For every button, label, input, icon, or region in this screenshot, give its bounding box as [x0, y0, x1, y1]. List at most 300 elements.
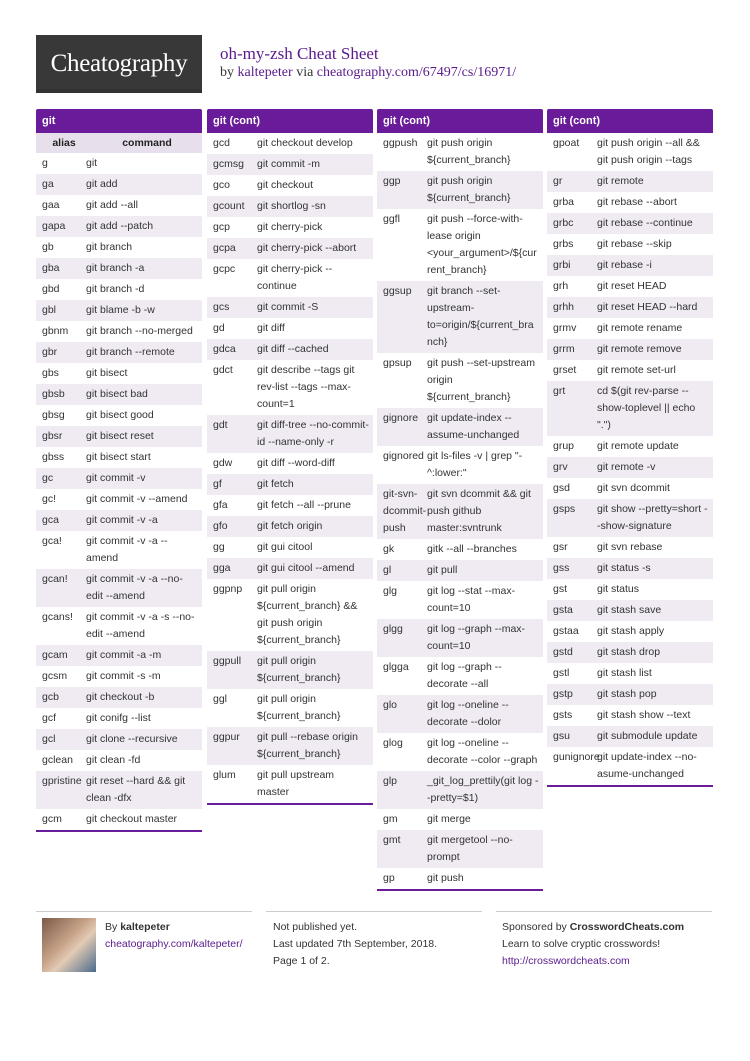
alias-cell: grmv: [553, 322, 577, 334]
alias-cell: glo: [383, 699, 398, 711]
table-row: [547, 436, 713, 457]
table-row: [547, 297, 713, 318]
alias-cell: ggpnp: [213, 583, 243, 595]
command-cell: git reset --hard && git clean -dfx: [86, 775, 186, 804]
table-row: [547, 726, 713, 747]
alias-cell: ggsup: [383, 285, 412, 297]
command-cell: git gui citool --amend: [257, 562, 355, 574]
table-row: [547, 171, 713, 192]
alias-cell: ggp: [383, 175, 401, 187]
table-row: [36, 384, 202, 405]
alias-cell: gunignore: [553, 751, 600, 763]
alias-table: [36, 153, 202, 830]
command-cell: git bisect: [86, 367, 128, 379]
alias-cell: gcans!: [42, 611, 73, 623]
alias-cell: gfo: [213, 520, 228, 532]
footer-author: [105, 919, 243, 953]
command-cell: git rebase --skip: [597, 238, 672, 250]
command-cell: git cherry-pick --abort: [257, 242, 357, 254]
table-row: [207, 196, 373, 217]
command-cell: git add --all: [86, 199, 138, 211]
table-row: [207, 453, 373, 474]
alias-cell: glp: [383, 775, 398, 787]
command-cell: git remote set-url: [597, 364, 676, 376]
alias-cell: gbr: [42, 346, 58, 358]
alias-cell: ggpush: [383, 137, 418, 149]
command-cell: git svn dcommit: [597, 482, 670, 494]
alias-cell: grhh: [553, 301, 575, 313]
alias-cell: gbs: [42, 367, 59, 379]
table-row: [36, 489, 202, 510]
command-cell: git blame -b -w: [86, 304, 155, 316]
table-row: [207, 318, 373, 339]
command-cell: git pull origin ${current_branch}: [257, 655, 341, 684]
table-row: [377, 408, 543, 446]
command-cell: git cherry-pick: [257, 221, 323, 233]
command-cell: git remote rename: [597, 322, 683, 334]
command-cell: cd $(git rev-parse --show-toplevel || echo "."): [597, 385, 696, 431]
command-cell: git update-index --no-asume-unchanged: [597, 751, 697, 780]
command-cell: git push --set-upstream origin ${current_branch}: [427, 357, 535, 403]
alias-cell: gbd: [42, 283, 60, 295]
table-row: [207, 558, 373, 579]
table-row: [207, 133, 373, 154]
command-cell: git push --force-with-lease origin <your_argument>/${current_branch}: [427, 213, 537, 276]
page-header: [36, 35, 714, 93]
table-row: [36, 153, 202, 174]
cheatography-logo[interactable]: Cheatography: [36, 35, 202, 93]
table-row: [207, 651, 373, 689]
table-row: [377, 539, 543, 560]
command-cell: git fetch origin: [257, 520, 323, 532]
table-row: [547, 234, 713, 255]
command-cell: git describe --tags git rev-list --tags --max- count=1: [257, 364, 355, 410]
table-row: [377, 868, 543, 889]
table-row: [547, 133, 713, 171]
alias-cell: gpsup: [383, 357, 412, 369]
table-row: [547, 663, 713, 684]
sheet-url-link[interactable]: cheatography.com/67497/cs/16971/: [316, 65, 517, 80]
command-cell: git stash show --text: [597, 709, 691, 721]
table-row: [36, 300, 202, 321]
alias-header: alias: [52, 137, 76, 149]
command-cell: git remote update: [597, 440, 679, 452]
column-title: git (cont): [207, 109, 373, 133]
alias-cell: gcs: [213, 301, 230, 313]
footer-sponsor: [502, 919, 684, 970]
column-title: git (cont): [377, 109, 543, 133]
alias-cell: grh: [553, 280, 569, 292]
footer-author-name: kaltepeter: [120, 921, 170, 933]
alias-cell: glum: [213, 769, 236, 781]
command-cell: git branch -a: [86, 262, 145, 274]
command-cell: git conifg --list: [86, 712, 151, 724]
alias-cell: gga: [213, 562, 231, 574]
command-cell: git mergetool --no-prompt: [427, 834, 513, 863]
table-row: [547, 318, 713, 339]
command-cell: git merge: [427, 813, 471, 825]
alias-cell: glog: [383, 737, 403, 749]
table-row: [377, 484, 543, 539]
alias-cell: gcount: [213, 200, 245, 212]
table-row: [547, 558, 713, 579]
table-row: [207, 238, 373, 259]
table-row: [36, 195, 202, 216]
footer-author-link[interactable]: cheatography.com/kaltepeter/: [105, 938, 243, 950]
alias-cell: gsta: [553, 604, 573, 616]
command-cell: git bisect start: [86, 451, 151, 463]
alias-cell: gdw: [213, 457, 233, 469]
table-row: [36, 258, 202, 279]
alias-cell: gd: [213, 322, 225, 334]
alias-cell: glgg: [383, 623, 403, 635]
command-cell: git branch -d: [86, 283, 145, 295]
command-cell: git cherry-pick --continue: [257, 263, 333, 292]
footer-divider: [36, 911, 252, 912]
page-title: oh-my-zsh Cheat Sheet: [220, 44, 379, 63]
column-end-rule: [377, 889, 543, 891]
command-cell: git diff-tree --no-commit-id --name-only -r: [257, 419, 369, 448]
table-row: [36, 809, 202, 830]
table-row: [36, 216, 202, 237]
command-cell: git add: [86, 178, 118, 190]
byline-via: via: [296, 65, 314, 80]
column-subheader: [36, 133, 202, 153]
alias-cell: ggpull: [213, 655, 242, 667]
command-cell: git rebase -i: [597, 259, 652, 271]
column-title: git (cont): [547, 109, 713, 133]
table-row: [547, 381, 713, 436]
command-cell: git show --pretty=short --show-signature: [597, 503, 708, 532]
table-row: [547, 579, 713, 600]
alias-cell: gstp: [553, 688, 573, 700]
table-row: [377, 281, 543, 353]
alias-cell: gc: [42, 472, 54, 484]
alias-cell: gsr: [553, 541, 568, 553]
alias-cell: gbsb: [42, 388, 65, 400]
command-cell: git fetch --all --prune: [257, 499, 351, 511]
table-row: [36, 363, 202, 384]
alias-cell: glg: [383, 585, 398, 597]
command-cell: git pull origin ${current_branch}: [257, 693, 341, 722]
table-row: [547, 747, 713, 785]
column-git: [36, 109, 202, 832]
footer-status: [273, 919, 437, 970]
alias-cell: gfa: [213, 499, 228, 511]
alias-cell: gk: [383, 543, 395, 555]
table-row: [36, 569, 202, 607]
alias-cell: ggl: [213, 693, 228, 705]
alias-table: [377, 133, 543, 889]
table-row: [547, 705, 713, 726]
table-row: [377, 695, 543, 733]
table-row: [377, 209, 543, 281]
table-row: [547, 192, 713, 213]
table-row: [36, 447, 202, 468]
command-cell: git bisect good: [86, 409, 154, 421]
command-cell: git log --graph --decorate --all: [427, 661, 502, 690]
command-cell: git log --oneline --decorate --dolor: [427, 699, 509, 728]
command-cell: git bisect reset: [86, 430, 154, 442]
table-row: [377, 733, 543, 771]
alias-cell: gco: [213, 179, 230, 191]
alias-cell: ggfl: [383, 213, 400, 225]
alias-cell: gsts: [553, 709, 573, 721]
command-cell: git commit -v -a --no-edit --amend: [86, 573, 183, 602]
command-cell: git log --stat --max-count=10: [427, 585, 516, 614]
table-row: [207, 360, 373, 415]
byline: [220, 65, 516, 81]
alias-cell: gbsr: [42, 430, 63, 442]
table-row: [36, 510, 202, 531]
table-row: [36, 426, 202, 447]
command-cell: git stash apply: [597, 625, 665, 637]
byline-by: by: [220, 65, 234, 80]
alias-cell: gsps: [553, 503, 576, 515]
alias-cell: gst: [553, 583, 568, 595]
command-cell: git stash save: [597, 604, 662, 616]
alias-cell: gignore: [383, 412, 419, 424]
table-row: [36, 687, 202, 708]
command-cell: git remote remove: [597, 343, 682, 355]
alias-cell: gstaa: [553, 625, 579, 637]
alias-cell: grset: [553, 364, 577, 376]
command-cell: git push: [427, 872, 464, 884]
alias-cell: git-svn-dcommit-push: [383, 488, 427, 534]
alias-cell: gcp: [213, 221, 230, 233]
alias-cell: gg: [213, 541, 225, 553]
page-number: Page 1 of 2.: [273, 955, 330, 967]
alias-cell: gsd: [553, 482, 570, 494]
alias-cell: gstl: [553, 667, 570, 679]
command-cell: git pull upstream master: [257, 769, 335, 798]
command-cell: git rebase --continue: [597, 217, 693, 229]
alias-cell: grup: [553, 440, 575, 452]
table-row: [547, 213, 713, 234]
alias-cell: gl: [383, 564, 392, 576]
command-cell: git clean -fd: [86, 754, 141, 766]
table-row: [207, 516, 373, 537]
table-row: [547, 360, 713, 381]
command-header: command: [122, 137, 172, 149]
alias-cell: gpoat: [553, 137, 580, 149]
alias-cell: grba: [553, 196, 575, 208]
published-status: Not published yet.: [273, 921, 358, 933]
table-row: [377, 581, 543, 619]
table-row: [207, 175, 373, 196]
sponsor-link[interactable]: http://crosswordcheats.com: [502, 955, 630, 967]
table-row: [377, 619, 543, 657]
table-row: [547, 339, 713, 360]
alias-cell: gp: [383, 872, 395, 884]
table-row: [36, 708, 202, 729]
alias-cell: gstd: [553, 646, 573, 658]
alias-cell: grbc: [553, 217, 574, 229]
alias-cell: gf: [213, 478, 222, 490]
table-row: [207, 765, 373, 803]
table-row: [547, 621, 713, 642]
table-row: [207, 154, 373, 175]
alias-cell: grt: [553, 385, 566, 397]
table-row: [377, 809, 543, 830]
table-row: [36, 531, 202, 569]
alias-cell: gr: [553, 175, 563, 187]
alias-cell: gca!: [42, 535, 62, 547]
column-end-rule: [547, 785, 713, 787]
alias-cell: gpristine: [42, 775, 82, 787]
column-title: git: [36, 109, 202, 133]
table-row: [36, 468, 202, 489]
alias-cell: gcsm: [42, 670, 68, 682]
table-row: [207, 415, 373, 453]
command-cell: git submodule update: [597, 730, 698, 742]
table-row: [377, 446, 543, 484]
command-cell: git push origin ${current_branch}: [427, 137, 511, 166]
command-cell: git log --graph --max-count=10: [427, 623, 526, 652]
table-row: [207, 495, 373, 516]
table-row: [207, 339, 373, 360]
command-cell: git checkout develop: [257, 137, 353, 149]
table-row: [377, 353, 543, 408]
command-cell: gitk --all --branches: [427, 543, 517, 555]
alias-cell: grbi: [553, 259, 571, 271]
command-cell: git commit -s -m: [86, 670, 161, 682]
author-avatar[interactable]: [42, 918, 96, 972]
command-cell: git branch: [86, 241, 133, 253]
table-row: [207, 689, 373, 727]
command-cell: git commit -m: [257, 158, 320, 170]
alias-cell: gcpa: [213, 242, 236, 254]
command-cell: git commit -v -a --amend: [86, 535, 168, 564]
command-cell: git commit -v: [86, 472, 146, 484]
table-row: [36, 729, 202, 750]
footer-by: By: [105, 921, 118, 933]
table-row: [207, 727, 373, 765]
alias-cell: gsu: [553, 730, 570, 742]
command-cell: git push origin --all && git push origin --tags: [597, 137, 700, 166]
alias-cell: gcmsg: [213, 158, 244, 170]
command-cell: git remote -v: [597, 461, 656, 473]
table-row: [36, 771, 202, 809]
alias-cell: gca: [42, 514, 59, 526]
command-cell: git pull --rebase origin ${current_branch}: [257, 731, 358, 760]
table-row: [377, 133, 543, 171]
table-row: [207, 579, 373, 651]
command-cell: git commit -v -a -s --no-edit --amend: [86, 611, 195, 640]
column-end-rule: [36, 830, 202, 832]
command-cell: git pull: [427, 564, 458, 576]
alias-cell: ga: [42, 178, 54, 190]
alias-cell: gcam: [42, 649, 68, 661]
table-row: [547, 537, 713, 558]
command-cell: git ls-files -v | grep "-^:lower:": [427, 450, 523, 479]
table-row: [377, 771, 543, 809]
alias-cell: gclean: [42, 754, 73, 766]
alias-cell: grrm: [553, 343, 575, 355]
logo-underline: [36, 89, 202, 93]
table-row: [547, 499, 713, 537]
command-cell: git update-index --assume-unchanged: [427, 412, 520, 441]
alias-cell: gcd: [213, 137, 230, 149]
author-link[interactable]: kaltepeter: [237, 65, 293, 80]
table-row: [377, 657, 543, 695]
command-cell: git checkout master: [86, 813, 178, 825]
alias-cell: gcpc: [213, 263, 236, 275]
alias-cell: gss: [553, 562, 570, 574]
table-row: [377, 171, 543, 209]
footer-divider: [496, 911, 712, 912]
table-row: [36, 321, 202, 342]
alias-cell: grv: [553, 461, 568, 473]
column-git-cont-3: [547, 109, 713, 787]
table-row: [377, 560, 543, 581]
alias-cell: gapa: [42, 220, 66, 232]
command-cell: git diff --word-diff: [257, 457, 335, 469]
command-cell: git status: [597, 583, 640, 595]
command-cell: git commit -v -a: [86, 514, 158, 526]
alias-cell: gdt: [213, 419, 228, 431]
command-cell: git commit -S: [257, 301, 319, 313]
alias-cell: gmt: [383, 834, 401, 846]
alias-table: [207, 133, 373, 803]
table-row: [36, 645, 202, 666]
command-cell: git: [86, 157, 98, 169]
alias-cell: gb: [42, 241, 54, 253]
sponsor-tagline: Learn to solve cryptic crosswords!: [502, 938, 661, 950]
command-cell: git add --patch: [86, 220, 154, 232]
command-cell: git diff: [257, 322, 285, 334]
alias-cell: glgga: [383, 661, 409, 673]
command-cell: git branch --no-merged: [86, 325, 193, 337]
table-row: [36, 237, 202, 258]
command-cell: git bisect bad: [86, 388, 148, 400]
column-git-cont-2: [377, 109, 543, 891]
table-row: [207, 259, 373, 297]
table-row: [207, 217, 373, 238]
table-row: [207, 537, 373, 558]
alias-cell: gdca: [213, 343, 236, 355]
alias-cell: grbs: [553, 238, 574, 250]
command-cell: git commit -a -m: [86, 649, 162, 661]
command-cell: git stash list: [597, 667, 652, 679]
command-cell: git rebase --abort: [597, 196, 677, 208]
command-cell: git commit -v --amend: [86, 493, 188, 505]
command-cell: git reset HEAD: [597, 280, 667, 292]
command-cell: git checkout -b: [86, 691, 155, 703]
footer-divider: [266, 911, 482, 912]
alias-cell: gcm: [42, 813, 62, 825]
table-row: [547, 478, 713, 499]
table-row: [547, 684, 713, 705]
command-cell: git svn dcommit && git push github master:svntrunk: [427, 488, 531, 534]
column-end-rule: [207, 803, 373, 805]
table-row: [547, 255, 713, 276]
alias-cell: gm: [383, 813, 398, 825]
table-row: [377, 830, 543, 868]
command-cell: git remote: [597, 175, 644, 187]
command-cell: git diff --cached: [257, 343, 329, 355]
table-row: [36, 607, 202, 645]
alias-cell: gcf: [42, 712, 57, 724]
table-row: [36, 666, 202, 687]
command-cell: _git_log_prettily(git log --pretty=$1): [427, 775, 539, 804]
alias-cell: gignored: [383, 450, 424, 462]
command-cell: git branch --remote: [86, 346, 175, 358]
command-cell: git clone --recursive: [86, 733, 178, 745]
command-cell: git push origin ${current_branch}: [427, 175, 511, 204]
sponsor-name[interactable]: CrosswordCheats.com: [569, 921, 685, 933]
table-row: [207, 297, 373, 318]
